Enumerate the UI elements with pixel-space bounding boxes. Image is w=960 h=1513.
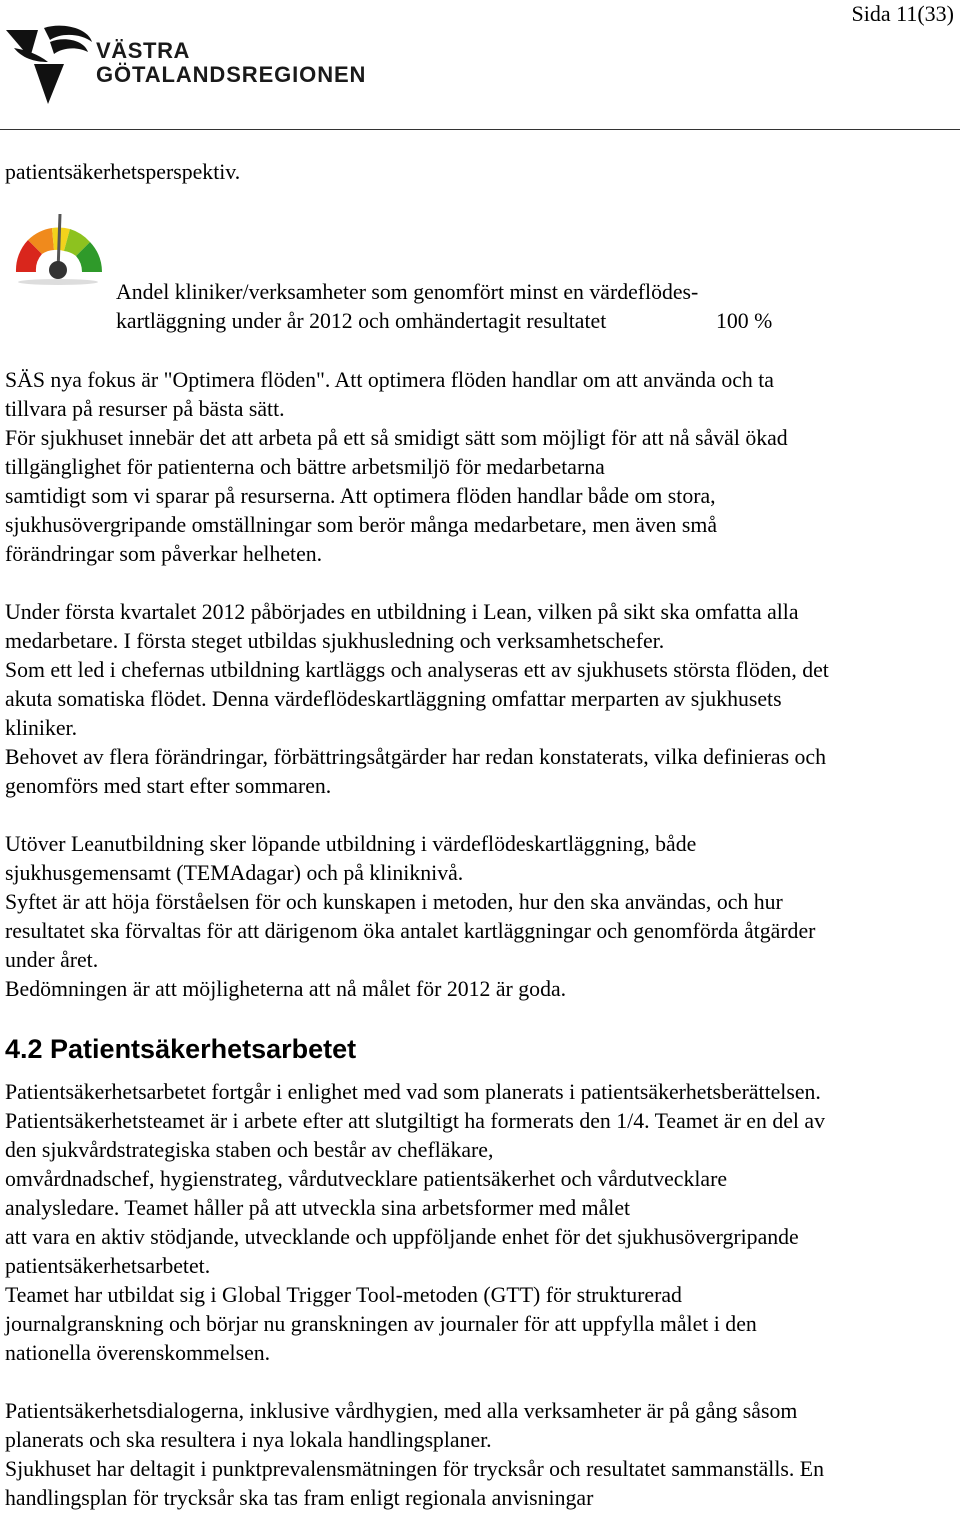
text-line: tillgänglighet för patienterna och bättre arbetsmiljö för medarbetarna [5,455,605,479]
text-line: medarbetare. I första steget utbildas sjukhusledning och verksamhetschefer. [5,629,665,653]
text-line: sjukhusövergripande omställningar som berör många medarbetare, men även små [5,513,718,537]
text-line: SÄS nya fokus är "Optimera flöden". Att optimera flöden handlar om att använda och ta [5,368,774,392]
text-line: handlingsplan för trycksår ska tas fram enligt regionala anvisningar [5,1486,594,1510]
text-line: Bedömningen är att möjligheterna att nå målet för 2012 är goda. [5,977,567,1001]
text-line: Patientsäkerhetsarbetet fortgår i enlighet med vad som planerats i patientsäkerhetsberättelsen. [5,1080,821,1104]
header-divider [0,129,960,130]
gauge-icon [8,210,108,286]
intro-paragraph [5,158,956,187]
text-line: planerats och ska resultera i nya lokala handlingsplaner. [5,1428,492,1452]
text-line: Teamet har utbildat sig i Global Trigger Tool-metoden (GTT) för strukturerad [5,1283,682,1307]
logo-mark-icon [4,24,96,108]
text-line: omvårdnadschef, hygienstrateg, vårdutvecklare patientsäkerhet och vårdutvecklare [5,1167,728,1191]
text-line: Utöver Leanutbildning sker löpande utbildning i värdeflödeskartläggning, både [5,832,697,856]
organization-logo [4,24,404,108]
indicator-text-line1: Andel kliniker/verksamheter som genomfört minst en värdeflödes- [116,280,699,304]
paragraph-block [5,598,956,801]
text-line: förändringar som påverkar helheten. [5,542,323,566]
text-line: den sjukvårdstrategiska staben och består av chefläkare, [5,1138,494,1162]
logo-text-line1: VÄSTRA [96,38,191,63]
indicator-value: 100 % [716,309,773,333]
text-line: journalgranskning och börjar nu granskningen av journaler för att uppfylla målet i den [5,1312,757,1336]
paragraph-block [5,1078,956,1368]
logo-text-line2: GÖTALANDSREGIONEN [96,62,367,87]
text-line: Patientsäkerhetsdialogerna, inklusive vårdhygien, med alla verksamheter är på gång såsom [5,1399,798,1423]
text-line: analysledare. Teamet håller på att utveckla sina arbetsformer med målet [5,1196,631,1220]
text-line: kliniker. [5,716,78,740]
indicator-text-line2: kartläggning under år 2012 och omhändertagit resultatet [116,309,607,333]
text-line: Patientsäkerhetsteamet är i arbete efter att slutgiltigt ha formerats den 1/4. Teamet är en del av [5,1109,825,1133]
paragraph-block [5,830,956,1004]
text-line: resultatet ska förvaltas för att därigenom öka antalet kartläggningar och genomförda åtgärder [5,919,816,943]
paragraph-block [5,366,956,569]
text-line: För sjukhuset innebär det att arbeta på ett så smidigt sätt som möjligt för att nå såväl ökad [5,426,788,450]
paragraph-block [5,1397,956,1513]
text-line: patientsäkerhetsarbetet. [5,1254,211,1278]
text-line: under året. [5,948,99,972]
text-line: genomförs med start efter sommaren. [5,774,332,798]
text-line: Behovet av flera förändringar, förbättringsåtgärder har redan konstaterats, vilka definieras och [5,745,827,769]
indicator-block [116,278,773,336]
text-line: Som ett led i chefernas utbildning kartläggs och analyseras ett av sjukhusets största flöden, det [5,658,829,682]
text-line: att vara en aktiv stödjande, utvecklande och uppföljande enhet för det sjukhusövergripande [5,1225,799,1249]
text-line: nationella överenskommelsen. [5,1341,271,1365]
text-line: Syftet är att höja förståelsen för och kunskapen i metoden, hur den ska användas, och hur [5,890,783,914]
text-line: Under första kvartalet 2012 påbörjades en utbildning i Lean, vilken på sikt ska omfatta alla [5,600,799,624]
text-line: samtidigt som vi sparar på resurserna. Att optimera flöden handlar både om stora, [5,484,716,508]
section-heading: 4.2 Patientsäkerhetsarbetet [5,1034,357,1064]
text-line: akuta somatiska flödet. Denna värdeflödeskartläggning omfattar merparten av sjukhusets [5,687,782,711]
text-line: Sjukhuset har deltagit i punktprevalensmätningen för trycksår och resultatet sammanställs. En [5,1457,824,1481]
page-number: Sida 11(33) [851,1,954,26]
text-line: tillvara på resurser på bästa sätt. [5,397,285,421]
text-line: patientsäkerhetsperspektiv. [5,160,241,184]
text-line: sjukhusgemensamt (TEMAdagar) och på kliniknivå. [5,861,464,885]
